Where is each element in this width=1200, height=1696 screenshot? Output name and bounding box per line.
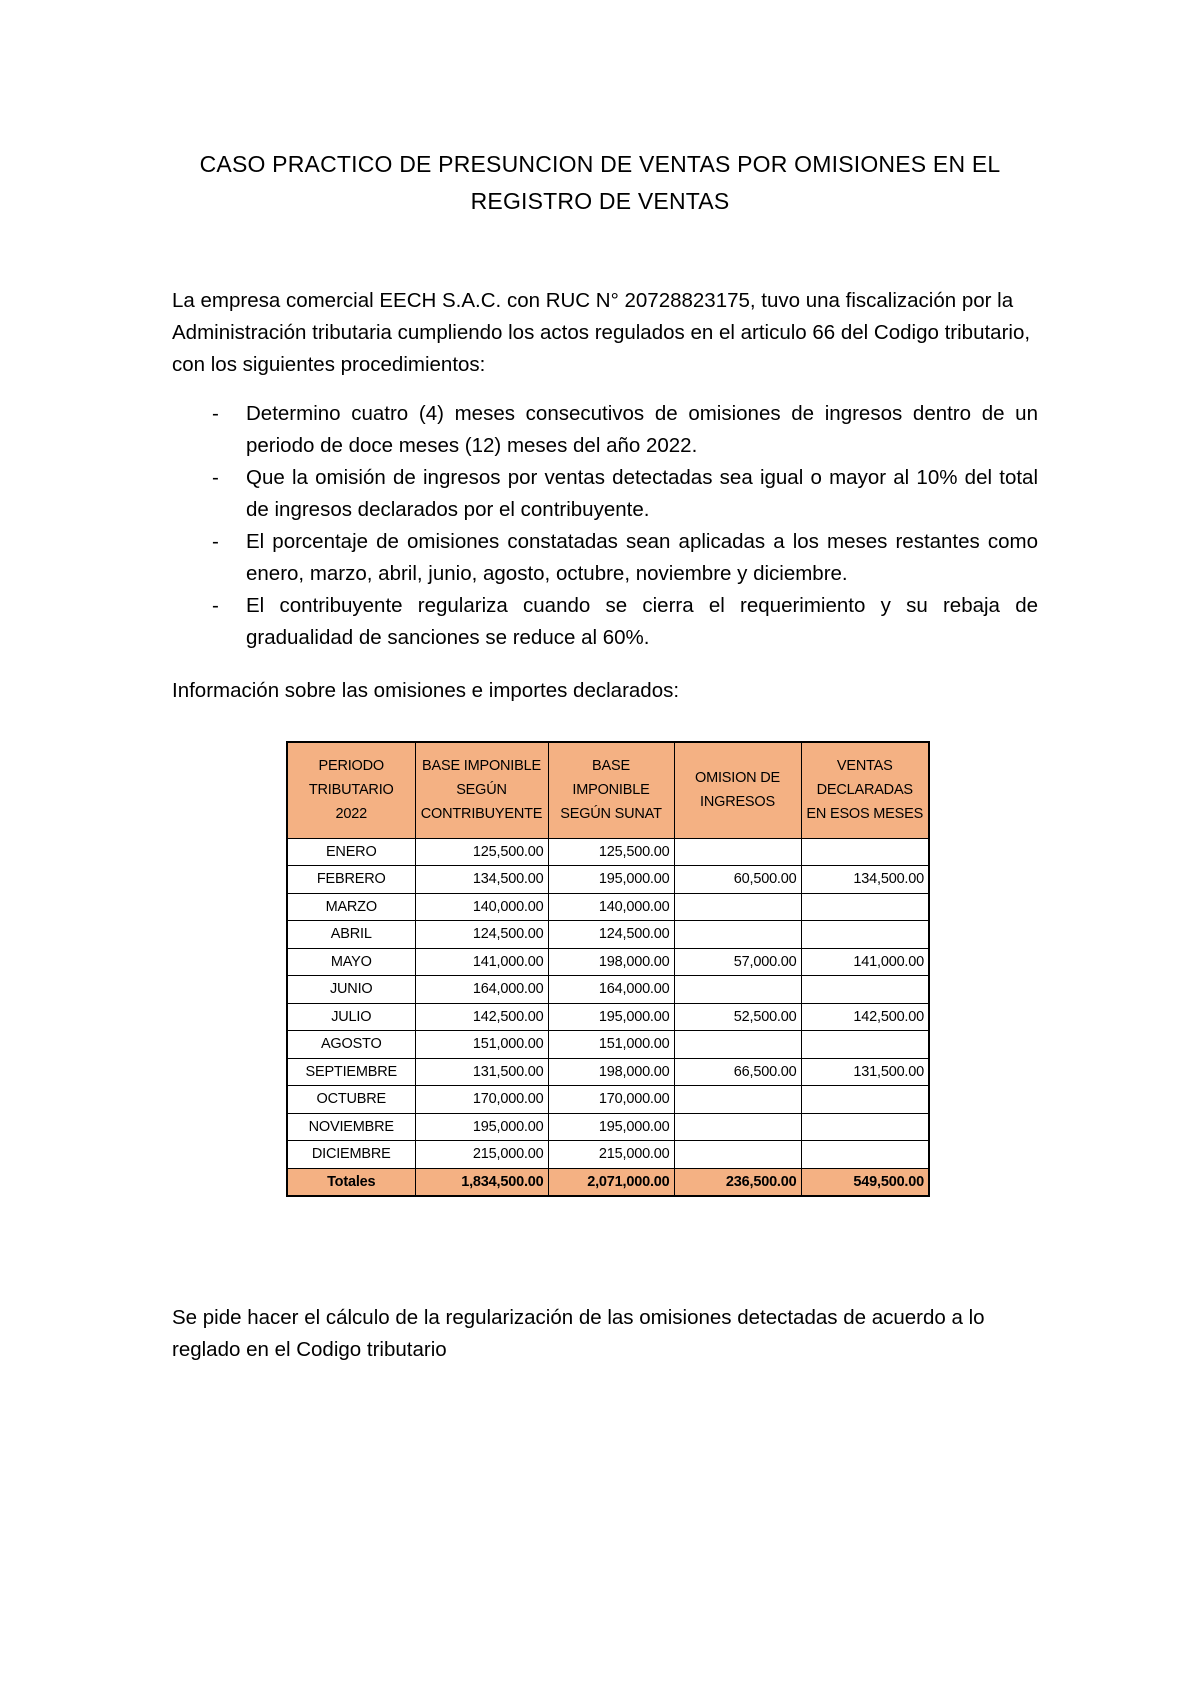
header-periodo — [287, 742, 415, 838]
cell-amount: 140,000.00 — [548, 893, 674, 921]
table-row — [287, 976, 929, 1004]
cell-amount — [674, 976, 801, 1004]
cell-amount — [801, 1031, 929, 1059]
procedure-text: Determino cuatro (4) meses consecutivos de omisiones de ingresos dentro de un periodo de doce meses (12) meses del año 2022. — [246, 402, 1038, 457]
cell-amount: 57,000.00 — [674, 948, 801, 976]
cell-amount: 195,000.00 — [548, 866, 674, 894]
table-row — [287, 893, 929, 921]
table-header-row — [287, 742, 929, 838]
bullet-dash: - — [212, 402, 219, 425]
intro-paragraph: La empresa comercial EECH S.A.C. con RUC N° 20728823175, tuvo una fiscalización por la Administración tributaria cumpliendo los actos regulados en el articulo 66 del Codigo tributario, con los siguientes procedimientos: — [172, 289, 1031, 376]
table-row — [287, 1113, 929, 1141]
info-heading: Información sobre las omisiones e importes declarados: — [172, 679, 680, 702]
header-line: 2022 — [335, 806, 367, 823]
cell-amount: 134,500.00 — [415, 866, 548, 894]
procedure-item — [172, 462, 1038, 526]
table-body — [287, 838, 929, 1196]
bullet-dash: - — [212, 530, 219, 553]
cell-amount: 140,000.00 — [415, 893, 548, 921]
table-row — [287, 948, 929, 976]
totals-amount: 236,500.00 — [674, 1168, 801, 1196]
cell-amount: 142,500.00 — [415, 1003, 548, 1031]
document-title — [150, 146, 1050, 220]
cell-periodo: FEBRERO — [287, 866, 415, 894]
cell-amount: 66,500.00 — [674, 1058, 801, 1086]
cell-amount: 195,000.00 — [415, 1113, 548, 1141]
header-line: PERIODO — [318, 758, 384, 775]
cell-amount: 125,500.00 — [548, 838, 674, 866]
header-line: VENTAS — [836, 758, 893, 775]
cell-amount: 170,000.00 — [415, 1086, 548, 1114]
cell-amount — [801, 1141, 929, 1169]
header-line: EN ESOS MESES — [806, 806, 924, 823]
title-line-1: CASO PRACTICO DE PRESUNCION DE VENTAS POR OMISIONES EN EL — [199, 151, 1001, 177]
cell-amount — [801, 976, 929, 1004]
cell-amount: 170,000.00 — [548, 1086, 674, 1114]
cell-amount: 215,000.00 — [415, 1141, 548, 1169]
header-base-contribuyente — [415, 742, 548, 838]
table-row — [287, 866, 929, 894]
header-line: OMISION DE — [694, 770, 780, 787]
table-row — [287, 1003, 929, 1031]
cell-amount — [801, 838, 929, 866]
cell-amount — [801, 1086, 929, 1114]
cell-periodo: JUNIO — [287, 976, 415, 1004]
totals-amount: 2,071,000.00 — [548, 1168, 674, 1196]
cell-amount: 142,500.00 — [801, 1003, 929, 1031]
cell-periodo: NOVIEMBRE — [287, 1113, 415, 1141]
cell-amount — [674, 1141, 801, 1169]
header-line: INGRESOS — [700, 794, 775, 811]
header-line: SEGÚN — [456, 782, 507, 799]
table-row — [287, 1141, 929, 1169]
cell-periodo: DICIEMBRE — [287, 1141, 415, 1169]
cell-periodo: OCTUBRE — [287, 1086, 415, 1114]
totals-label: Totales — [287, 1168, 415, 1196]
header-line: BASE IMPONIBLE — [422, 758, 541, 775]
procedure-item — [172, 590, 1038, 654]
cell-amount: 195,000.00 — [548, 1113, 674, 1141]
cell-amount: 151,000.00 — [415, 1031, 548, 1059]
cell-amount: 134,500.00 — [801, 866, 929, 894]
cell-periodo: ABRIL — [287, 921, 415, 949]
cell-amount: 125,500.00 — [415, 838, 548, 866]
totals-row — [287, 1168, 929, 1196]
title-line-2: REGISTRO DE VENTAS — [470, 188, 730, 214]
procedure-item — [172, 398, 1038, 462]
cell-amount: 131,500.00 — [415, 1058, 548, 1086]
cell-amount — [801, 921, 929, 949]
totals-amount: 549,500.00 — [801, 1168, 929, 1196]
header-line: BASE — [592, 758, 630, 775]
closing-paragraph: Se pide hacer el cálculo de la regularización de las omisiones detectadas de acuerdo a lo reglado en el Codigo tributario — [172, 1306, 985, 1361]
table-row — [287, 1031, 929, 1059]
cell-amount: 141,000.00 — [801, 948, 929, 976]
header-base-sunat — [548, 742, 674, 838]
table-row — [287, 1058, 929, 1086]
cell-amount — [801, 1113, 929, 1141]
header-line: IMPONIBLE — [572, 782, 650, 799]
cell-amount — [674, 838, 801, 866]
cell-periodo: AGOSTO — [287, 1031, 415, 1059]
cell-amount: 60,500.00 — [674, 866, 801, 894]
cell-periodo: MARZO — [287, 893, 415, 921]
bullet-dash: - — [212, 594, 219, 617]
cell-amount: 164,000.00 — [415, 976, 548, 1004]
cell-periodo: SEPTIEMBRE — [287, 1058, 415, 1086]
cell-amount: 215,000.00 — [548, 1141, 674, 1169]
totals-amount: 1,834,500.00 — [415, 1168, 548, 1196]
bullet-dash: - — [212, 466, 219, 489]
cell-amount: 198,000.00 — [548, 948, 674, 976]
cell-amount: 131,500.00 — [801, 1058, 929, 1086]
procedure-text: Que la omisión de ingresos por ventas detectadas sea igual o mayor al 10% del total de ingresos declarados por el contribuyente. — [246, 466, 1038, 521]
cell-amount: 141,000.00 — [415, 948, 548, 976]
cell-amount — [674, 1031, 801, 1059]
cell-amount: 195,000.00 — [548, 1003, 674, 1031]
header-line: DECLARADAS — [816, 782, 913, 799]
header-line: SEGÚN SUNAT — [560, 806, 662, 823]
omissions-table — [286, 741, 930, 1197]
table-row — [287, 921, 929, 949]
cell-amount: 164,000.00 — [548, 976, 674, 1004]
procedure-text: El contribuyente regulariza cuando se cierra el requerimiento y su rebaja de gradualidad de sanciones se reduce al 60%. — [246, 594, 1038, 649]
cell-amount — [674, 1086, 801, 1114]
cell-amount — [801, 893, 929, 921]
cell-amount: 124,500.00 — [415, 921, 548, 949]
cell-periodo: ENERO — [287, 838, 415, 866]
table-row — [287, 838, 929, 866]
cell-amount — [674, 921, 801, 949]
cell-amount — [674, 1113, 801, 1141]
cell-amount — [674, 893, 801, 921]
header-omision — [674, 742, 801, 838]
cell-amount: 124,500.00 — [548, 921, 674, 949]
cell-periodo: MAYO — [287, 948, 415, 976]
header-ventas-declaradas — [801, 742, 929, 838]
header-line: TRIBUTARIO — [308, 782, 394, 799]
procedure-list — [172, 398, 1038, 654]
table-row — [287, 1086, 929, 1114]
cell-amount: 198,000.00 — [548, 1058, 674, 1086]
procedure-text: El porcentaje de omisiones constatadas sean aplicadas a los meses restantes como enero, marzo, abril, junio, agosto, octubre, noviembre y diciembre. — [246, 530, 1038, 585]
procedure-item — [172, 526, 1038, 590]
cell-amount: 151,000.00 — [548, 1031, 674, 1059]
header-line: CONTRIBUYENTE — [420, 806, 543, 823]
cell-periodo: JULIO — [287, 1003, 415, 1031]
cell-amount: 52,500.00 — [674, 1003, 801, 1031]
